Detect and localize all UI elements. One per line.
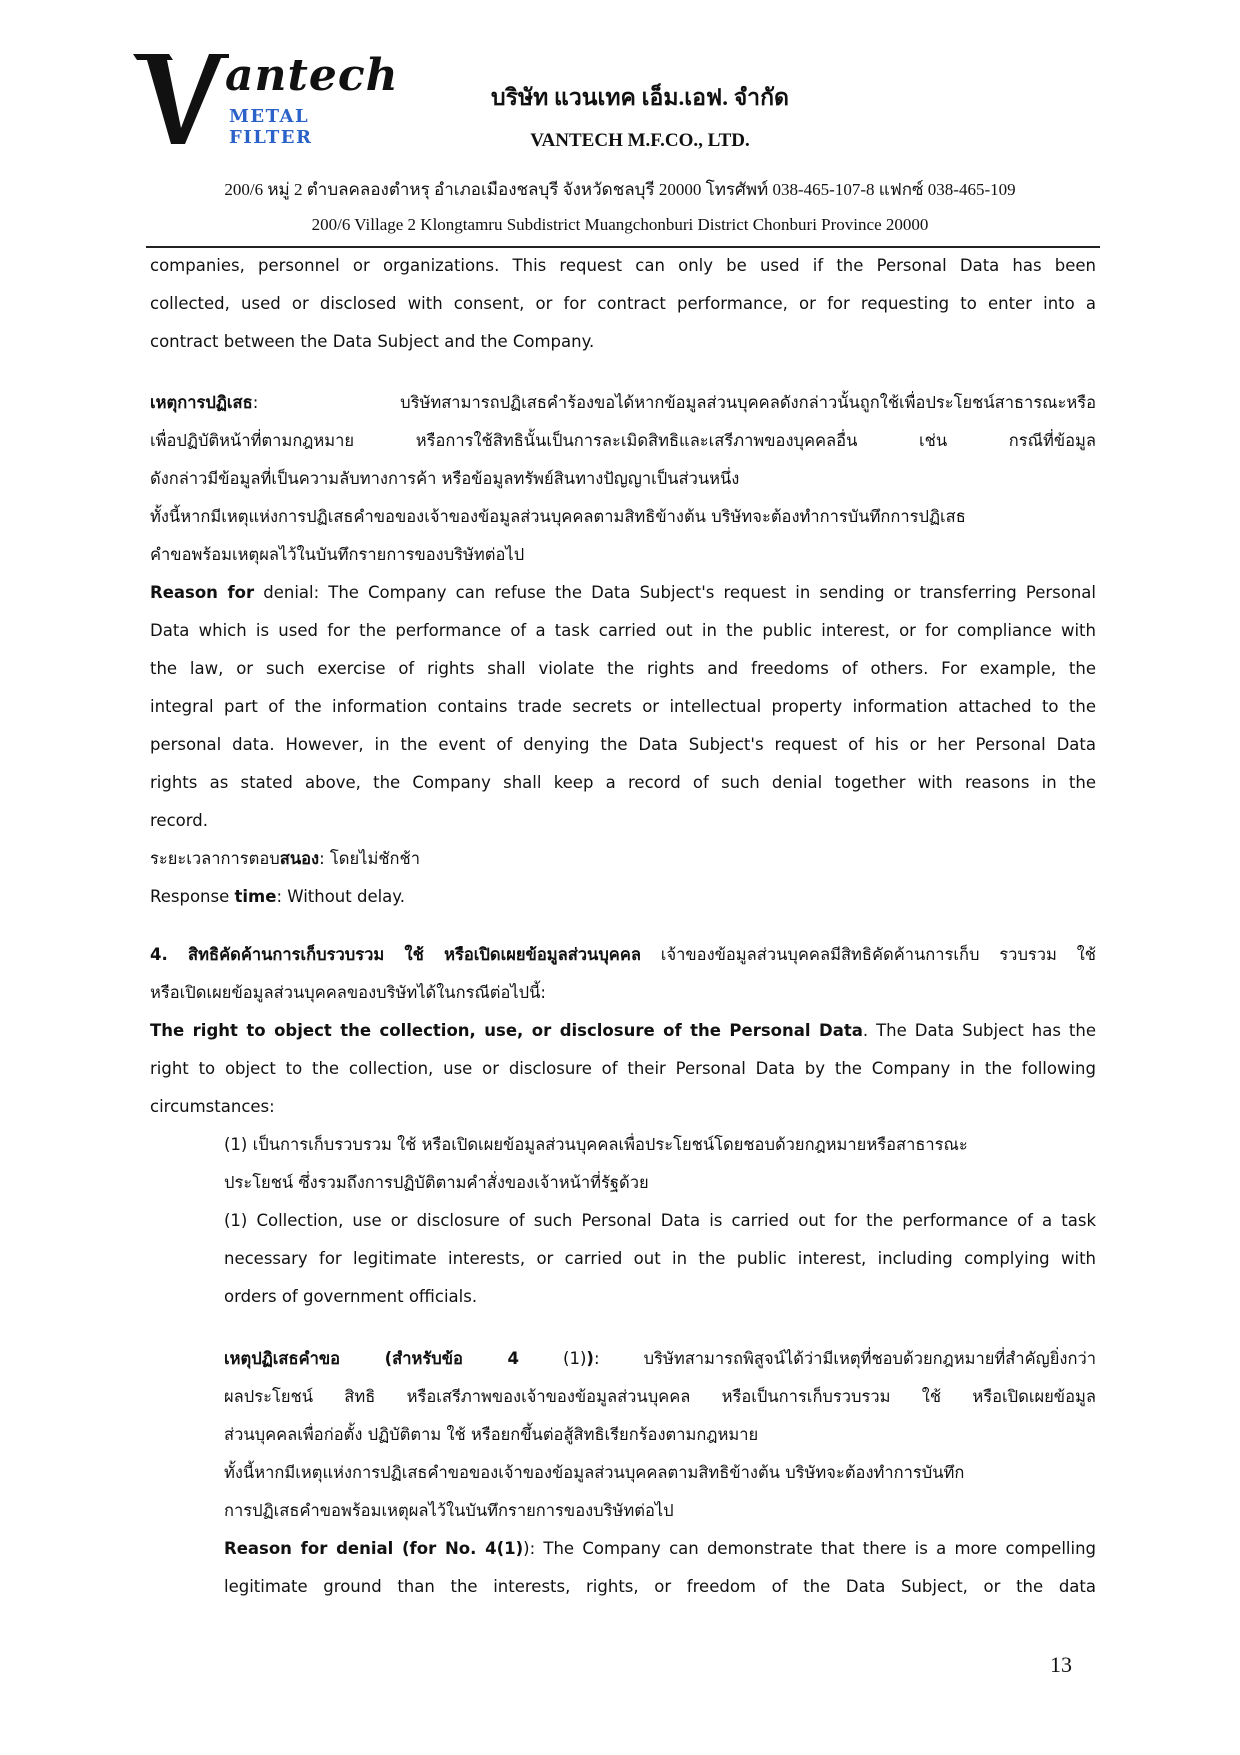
item-1-english — [224, 1202, 1096, 1316]
text-line — [150, 384, 1096, 422]
text-line: right to object to the collection, use or disclosure of their Personal Data by the Company in the following — [150, 1059, 1096, 1078]
text-line: necessary for legitimate interests, or carried out in the public interest, including complying with — [224, 1249, 1096, 1268]
text-line — [224, 1530, 1096, 1568]
text-line: เพื่อปฏิบัติหน้าที่ตามกฎหมาย หรือการใช้สิทธินั้นเป็นการละเมิดสิทธิและเสรีภาพของบุคคลอื่น เช่น กรณีที่ข้อมูล — [150, 431, 1096, 450]
logo-wordmark: antech — [225, 50, 399, 101]
text-span: (1) — [518, 1349, 587, 1368]
text-line: ส่วนบุคคลเพื่อก่อตั้ง ปฏิบัติตาม ใช้ หรือยกขึ้นต่อสู้สิทธิเรียกร้องตามกฎหมาย — [224, 1425, 759, 1444]
denial-reason-english — [150, 574, 1096, 840]
text-span: : โดยไม่ชักช้า — [319, 849, 420, 868]
text-line: หรือเปิดเผยข้อมูลส่วนบุคคลของบริษัทได้ในกรณีต่อไปนี้: — [150, 983, 546, 1002]
text-span: denial: The Company can refuse the Data Subject's request in sending or transferring Personal — [254, 583, 1096, 602]
logo-subtitle: METAL FILTER — [229, 106, 313, 148]
text-span: : The Company can demonstrate that there is a more compelling — [529, 1539, 1096, 1558]
text-span: ระยะเวลาการตอบ — [150, 849, 280, 868]
denial-item-4-thai — [224, 1340, 1096, 1530]
response-time-english — [150, 878, 1096, 916]
bold-span: สนอง — [279, 849, 320, 868]
response-time-thai — [150, 840, 1096, 878]
text-line — [150, 1012, 1096, 1050]
page-number: 13 — [1050, 1652, 1072, 1677]
section-4-title-thai: 4. สิทธิคัดค้านการเก็บรวบรวม ใช้ หรือเปิดเผยข้อมูลส่วนบุคคล — [150, 945, 641, 964]
text-line: การปฏิเสธคำขอพร้อมเหตุผลไว้ในบันทึกรายการของบริษัทต่อไป — [224, 1501, 674, 1520]
paragraph-continuation — [150, 247, 1096, 361]
bold-span: time — [234, 887, 277, 906]
denial-reason-thai — [150, 384, 1096, 574]
bold-span: ) — [586, 1349, 594, 1368]
denial-label-english: Reason for — [150, 583, 255, 602]
text-span: Response — [150, 887, 235, 906]
text-line: personal data. However, in the event of denying the Data Subject's request of his or her Personal Data — [150, 735, 1096, 754]
text-line — [150, 878, 1096, 916]
text-span: ) — [523, 1539, 530, 1558]
text-span: เจ้าของข้อมูลส่วนบุคคลมีสิทธิคัดค้านการเก็บ รวบรวม ใช้ — [641, 945, 1096, 964]
denial-4-label-english: Reason for denial (for No. 4(1) — [224, 1539, 524, 1558]
text-line: (1) Collection, use or disclosure of such Personal Data is carried out for the performance of a task — [224, 1211, 1096, 1230]
address-english: 200/6 Village 2 Klongtamru Subdistrict Muangchonburi District Chonburi Province 20000 — [311, 215, 929, 234]
text-line — [150, 840, 1096, 878]
text-line: contract between the Data Subject and the Company. — [150, 332, 595, 351]
text-line: rights as stated above, the Company shall keep a record of such denial together with reasons in the — [150, 773, 1096, 792]
company-name-thai: บริษัท แวนเทค เอ็ม.เอฟ. จำกัด — [491, 85, 789, 110]
text-line: companies, personnel or organizations. This request can only be used if the Personal Data has been — [150, 256, 1096, 275]
text-line: orders of government officials. — [224, 1287, 478, 1306]
denial-4-label-thai: เหตุปฏิเสธคำขอ (สำหรับข้อ 4 — [224, 1349, 519, 1368]
text-line — [224, 1340, 1096, 1378]
text-line: ทั้งนี้หากมีเหตุแห่งการปฏิเสธคำขอของเจ้าของข้อมูลส่วนบุคคลตามสิทธิข้างต้น บริษัทจะต้องทำการบันทึกการปฏิเสธ — [150, 507, 966, 526]
text-line: ทั้งนี้หากมีเหตุแห่งการปฏิเสธคำขอของเจ้าของข้อมูลส่วนบุคคลตามสิทธิข้างต้น บริษัทจะต้องทำการบันทึก — [224, 1463, 965, 1482]
text-line: ผลประโยชน์ สิทธิ หรือเสรีภาพของเจ้าของข้อมูลส่วนบุคคล หรือเป็นการเก็บรวบรวม ใช้ หรือเปิดเผยข้อมูล — [224, 1387, 1096, 1406]
text-line — [150, 574, 1096, 612]
section-4-title-english: The right to object the collection, use, or disclosure of the Personal Data — [150, 1021, 863, 1040]
text-line — [150, 936, 1096, 974]
text-line: Data which is used for the performance of a task carried out in the public interest, or for compliance with — [150, 621, 1096, 640]
company-name-english: VANTECH M.F.CO., LTD. — [530, 130, 750, 151]
text-line: integral part of the information contains trade secrets or intellectual property information attached to the — [150, 697, 1096, 716]
text-span: : บริษัทสามารถพิสูจน์ได้ว่ามีเหตุที่ชอบด้วยกฎหมายที่สำคัญยิ่งกว่า — [593, 1349, 1096, 1368]
section-4-heading-thai — [150, 936, 1096, 1012]
denial-item-4-english — [224, 1530, 1096, 1606]
text-line: คำขอพร้อมเหตุผลไว้ในบันทึกรายการของบริษัทต่อไป — [150, 545, 525, 564]
text-line: circumstances: — [150, 1097, 275, 1116]
address-thai: 200/6 หมู่ 2 ตำบลคลองตำหรุ อำเภอเมืองชลบุรี จังหวัดชลบุรี 20000 โทรศัพท์ 038-465-107-8 แฟกซ์ 038-465-109 — [224, 180, 1016, 199]
text-span: . The Data Subject has the — [862, 1021, 1096, 1040]
item-1-thai — [224, 1126, 1096, 1202]
section-4-heading-english — [150, 1012, 1096, 1126]
text-span: : บริษัทสามารถปฏิเสธคำร้องขอได้หากข้อมูลส่วนบุคคลดังกล่าวนั้นถูกใช้เพื่อประโยชน์สาธารณะหรือ — [252, 393, 1096, 412]
text-line: record. — [150, 811, 208, 830]
denial-label-thai: เหตุการปฏิเสธ — [150, 393, 253, 412]
text-line: collected, used or disclosed with consent, or for contract performance, or for requesting to enter into a — [150, 294, 1096, 313]
text-line: (1) เป็นการเก็บรวบรวม ใช้ หรือเปิดเผยข้อมูลส่วนบุคคลเพื่อประโยชน์โดยชอบด้วยกฎหมายหรือสาธารณะ — [224, 1135, 968, 1154]
text-span: : Without delay. — [276, 887, 405, 906]
text-line: ดังกล่าวมีข้อมูลที่เป็นความลับทางการค้า หรือข้อมูลทรัพย์สินทางปัญญาเป็นส่วนหนึ่ง — [150, 469, 740, 488]
text-line: the law, or such exercise of rights shall violate the rights and freedoms of others. For example, the — [150, 659, 1096, 678]
text-line: legitimate ground than the interests, rights, or freedom of the Data Subject, or the data — [224, 1577, 1096, 1596]
text-line: ประโยชน์ ซึ่งรวมถึงการปฏิบัติตามคำสั่งของเจ้าหน้าที่รัฐด้วย — [224, 1173, 649, 1192]
